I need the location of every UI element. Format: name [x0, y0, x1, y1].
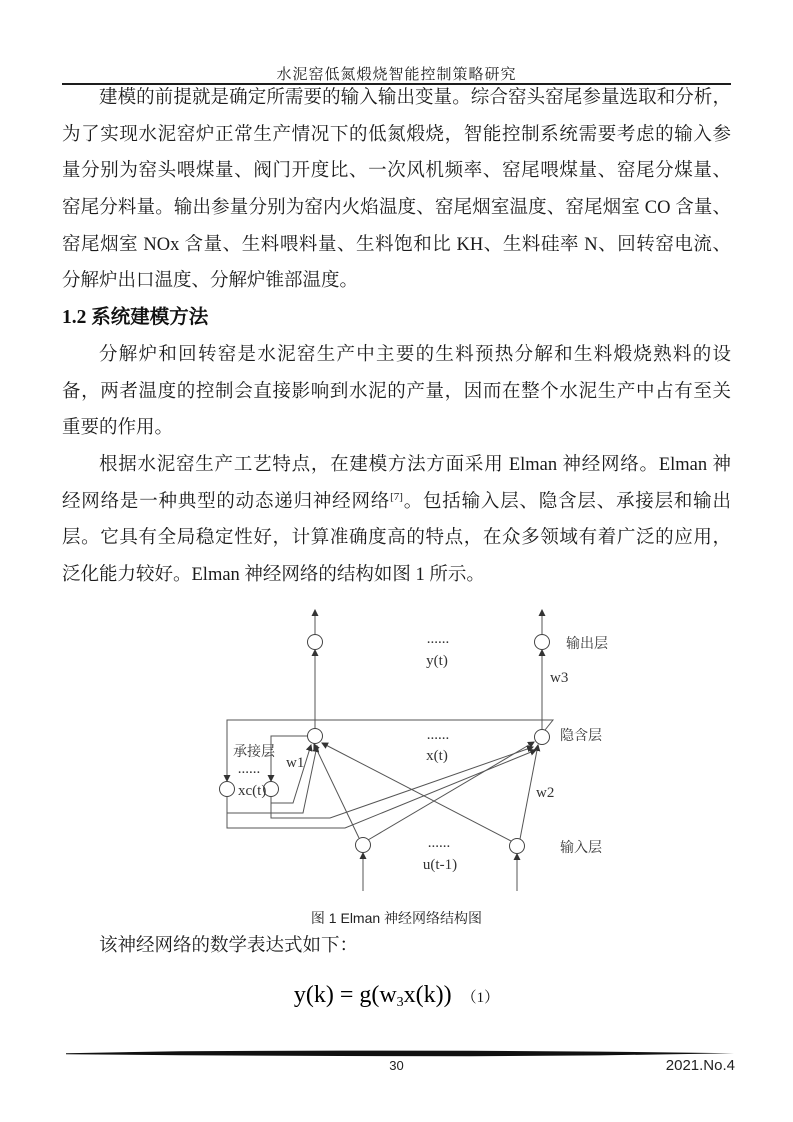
- paragraph-line: 窑尾分料量。输出参量分别为窑内火焰温度、窑尾烟室温度、窑尾烟室 CO 含量、: [62, 198, 731, 219]
- input-layer-label: 输入层: [560, 839, 602, 855]
- line-text: 。包括输入层、隐含层、承接层和输出: [402, 491, 731, 512]
- paragraph-line: 建模的前提就是确定所需要的输入输出变量。综合窑头窑尾参量选取和分析，: [99, 88, 731, 108]
- ellipsis-label: ......: [237, 761, 261, 777]
- equation-1: [62, 978, 731, 1016]
- equation-text: x(k)): [403, 982, 452, 1008]
- equation-subscript: 3: [396, 995, 404, 1010]
- output-layer-label: 输出层: [566, 635, 608, 651]
- paragraph-line: 备，两者温度的控制会直接影响到水泥的产量，因而在整个水泥生产中占有至关: [62, 381, 731, 402]
- w2-label: w2: [536, 785, 555, 801]
- equation-text: y(k) = g(w: [293, 982, 397, 1008]
- xc-t-label: xc(t): [238, 783, 267, 799]
- running-head-title: 水泥窑低氮煅烧智能控制策略研究: [276, 67, 517, 83]
- x-t-label: x(t): [426, 748, 448, 764]
- paragraph-line: 分解炉出口温度、分解炉锥部温度。: [62, 271, 359, 292]
- paragraph-line: 量分别为窑头喂煤量、阀门开度比、一次风机频率、窑尾喂煤量、窑尾分煤量、: [62, 161, 731, 182]
- hidden-node: [308, 729, 323, 744]
- paragraph-line: 分解炉和回转窑是水泥窑生产中主要的生料预热分解和生料煅烧熟料的设: [99, 344, 731, 365]
- diagram-labels: [233, 631, 608, 873]
- ellipsis-label: ......: [426, 727, 450, 743]
- page-number: 30: [389, 1058, 404, 1073]
- u-t-1-label: u(t-1): [422, 857, 458, 873]
- body-text: [62, 80, 731, 594]
- context-layer-label: 承接层: [233, 743, 275, 759]
- output-node: [535, 635, 550, 650]
- context-node: [220, 782, 235, 797]
- line-text: 经网络是一种典型的动态递归神经网络: [62, 491, 391, 512]
- w3-label: w3: [550, 670, 569, 686]
- output-node: [308, 635, 323, 650]
- paragraph-line: 窑尾烟室 NOx 含量、生料喂料量、生料饱和比 KH、生料硅率 N、回转窑电流、: [62, 234, 731, 255]
- section-heading: 1.2 系统建模方法: [62, 307, 209, 329]
- hidden-layer-label: 隐含层: [560, 727, 602, 743]
- paragraph-line: [62, 484, 731, 521]
- y-t-label: y(t): [426, 653, 448, 669]
- input-node: [510, 839, 525, 854]
- diagram-edges: [227, 610, 553, 891]
- paragraph-line: 根据水泥窑生产工艺特点，在建模方法方面采用 Elman 神经网络。Elman 神: [99, 454, 731, 475]
- citation-marker: [7]: [390, 490, 403, 503]
- w1-label: w1: [286, 755, 305, 771]
- figure-caption: 图 1 Elman 神经网络结构图: [310, 910, 483, 926]
- paragraph-line: 层。它具有全局稳定性好，计算准确度高的特点，在众多领域有着广泛的应用，: [62, 528, 731, 549]
- journal-issue: 2021.No.4: [665, 1057, 735, 1074]
- paragraph-line: 为了实现水泥窑炉正常生产情况下的低氮煅烧，智能控制系统需要考虑的输入参: [62, 124, 731, 145]
- paragraph-line: 泛化能力较好。Elman 神经网络的结构如图 1 所示。: [62, 564, 485, 585]
- ellipsis-label: ......: [427, 835, 451, 851]
- elman-network-diagram: [200, 593, 620, 900]
- ellipsis-label: ......: [426, 631, 450, 647]
- input-node: [356, 838, 371, 853]
- hidden-node: [535, 730, 550, 745]
- paragraph-line: 该神经网络的数学表达式如下：: [99, 936, 359, 956]
- equation-number: （1）: [461, 990, 500, 1006]
- paragraph-line: 重要的作用。: [62, 418, 174, 439]
